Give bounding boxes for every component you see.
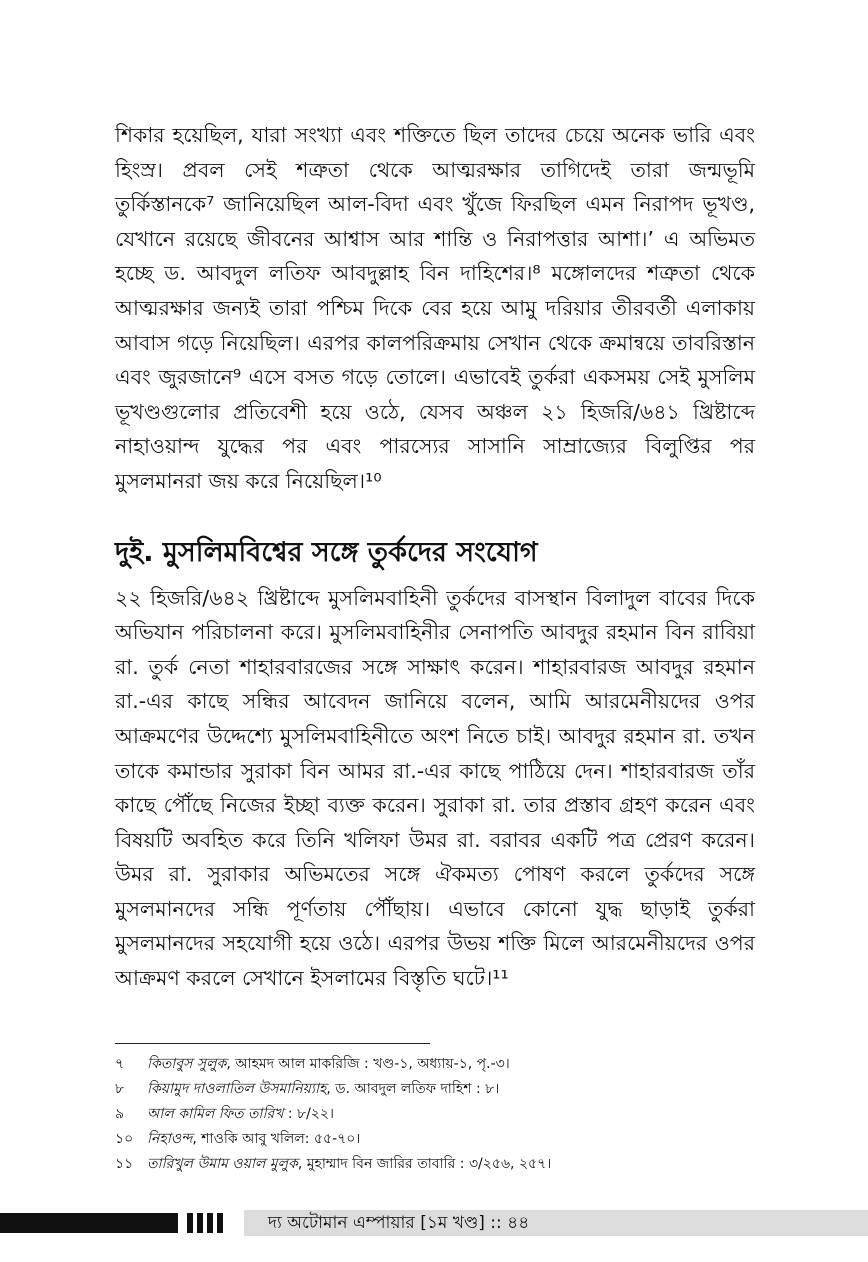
footnote-item bbox=[115, 1102, 755, 1127]
page-footer bbox=[0, 1210, 868, 1236]
footer-band bbox=[244, 1210, 868, 1236]
footnote-item bbox=[115, 1052, 755, 1077]
footnote-item bbox=[115, 1152, 755, 1177]
footnotes bbox=[115, 1052, 755, 1177]
footnote-source-title: কিতাবুস সুলুক bbox=[147, 1056, 227, 1072]
footnote-details: : ৮/২২। bbox=[283, 1106, 335, 1122]
footer-decorative-bar bbox=[0, 1213, 178, 1233]
footnote-number: ১০ bbox=[115, 1131, 134, 1147]
footnote-number: ১১ bbox=[115, 1156, 134, 1172]
footnote-text bbox=[147, 1102, 334, 1127]
footnote-number: ৯ bbox=[115, 1106, 125, 1122]
footnote-details: , আহমদ আল মাকরিজি : খণ্ড-১, অধ্যায়-১, পৃ.-৩। bbox=[226, 1056, 510, 1072]
body-paragraph: শিকার হয়েছিল, যারা সংখ্যা এবং শক্তিতে ছিল তাদের চেয়ে অনেক ভারি এবং হিংস্র। প্রবল সেই শত্রুতা থেকে আত্মরক্ষার তাগিদেই তারা জন্মভূমি তুর্কিস্তানকে⁷ জানিয়েছিল আল-বিদা এবং খুঁজে ফিরছিল এমন নিরাপদ ভূখণ্ড, যেখানে রয়েছে জীবনের আশ্বাস আর শান্তি ও নিরাপত্তার আশা।’ এ অভিমত হচ্ছে ড. আবদুল লতিফ আবদুল্লাহ বিন দাহিশের।⁸ মঙ্গোলদের শত্রুতা থেকে আত্মরক্ষার জন্যই তারা পশ্চিম দিকে বের হয়ে আমু দরিয়ার তীরবর্তী এলাকায় আবাস গড়ে নিয়েছিল। এরপর কালপরিক্রমায় সেখান থেকে ক্রমান্বয়ে তাবরিস্তান এবং জুরজানে⁹ এসে বসত গড়ে তোলে। এভাবেই তুর্করা একসময় সেই মুসলিম ভূখণ্ডগুলোর প্রতিবেশী হয়ে ওঠে, যেসব অঞ্চল ২১ হিজরি/৬৪১ খ্রিষ্টাব্দে নাহাওয়ান্দ যুদ্ধের পর এবং পারস্যের সাসানি সাম্রাজ্যের বিলুপ্তির পর মুসলমানরা জয় করে নিয়েছিল।¹⁰ bbox=[115, 123, 755, 493]
footnote-source-title: তারিখুল উমাম ওয়াল মুলুক bbox=[147, 1156, 298, 1172]
footer-tick bbox=[217, 1213, 223, 1233]
footnote-source-title: কিয়ামুদ দাওলাতিল উসমানিয়্যাহ bbox=[147, 1081, 327, 1097]
footnote-text bbox=[147, 1052, 510, 1077]
footnote-details: , মুহাম্মাদ বিন জারির তাবারি : ৩/২৫৬, ২৫৭। bbox=[297, 1156, 552, 1172]
footnote-divider bbox=[115, 1043, 430, 1044]
footnote-text bbox=[147, 1077, 499, 1102]
footer-tick bbox=[197, 1213, 203, 1233]
body-paragraph: ২২ হিজরি/৬৪২ খ্রিষ্টাব্দে মুসলিমবাহিনী তুর্কদের বাসস্থান বিলাদুল বাবের দিকে অভিযান পরিচালনা করে। মুসলিমবাহিনীর সেনাপতি আবদুর রহমান বিন রাবিয়া রা. তুর্ক নেতা শাহারবারজের সঙ্গে সাক্ষাৎ করেন। শাহারবারজ আবদুর রহমান রা.-এর কাছে সন্ধির আবেদন জানিয়ে বলেন, আমি আরমেনীয়দের ওপর আক্রমণের উদ্দেশ্যে মুসলিমবাহিনীতে অংশ নিতে চাই। আবদুর রহমান রা. তখন তাকে কমান্ডার সুরাকা বিন আমর রা.-এর কাছে পাঠিয়ে দেন। শাহারবারজ তাঁর কাছে পৌঁছে নিজের ইচ্ছা ব্যক্ত করেন। সুরাকা রা. তার প্রস্তাব গ্রহণ করেন এবং বিষয়টি অবহিত করে তিনি খলিফা উমর রা. বরাবর একটি পত্র প্রেরণ করেন। উমর রা. সুরাকার অভিমতের সঙ্গে ঐকমত্য পোষণ করলে তুর্কদের সঙ্গে মুসলমানদের সন্ধি পূর্ণতায় পৌঁছায়। এভাবে কোনো যুদ্ধ ছাড়াই তুর্করা মুসলমানদের সহযোগী হয়ে ওঠে। এরপর উভয় শক্তি মিলে আরমেনীয়দের ওপর আক্রমণ করলে সেখানে ইসলামের বিস্তৃতি ঘটে।¹¹ bbox=[115, 585, 755, 991]
footnote-details: , শাওকি আবু খলিল: ৫৫-৭০। bbox=[192, 1131, 361, 1147]
footer-tick bbox=[187, 1213, 193, 1233]
footer-book-title-page-number: দ্য অটোমান এম্পায়ার [১ম খণ্ড] :: ৪৪ bbox=[268, 1213, 530, 1233]
footnote-source-title: আল কামিল ফিত তারিখ bbox=[147, 1106, 284, 1122]
footnote-number: ৭ bbox=[115, 1056, 125, 1072]
footnote-item bbox=[115, 1127, 755, 1152]
footer-tick bbox=[207, 1213, 213, 1233]
page-body bbox=[115, 118, 755, 996]
footnote-text bbox=[147, 1127, 360, 1152]
footnote-item bbox=[115, 1077, 755, 1102]
footnote-details: , ড. আবদুল লতিফ দাহিশ : ৮। bbox=[326, 1081, 500, 1097]
footnote-number: ৮ bbox=[115, 1081, 125, 1097]
section-heading: দুই. মুসলিমবিশ্বের সঙ্গে তুর্কদের সংযোগ bbox=[115, 536, 538, 568]
footnote-text bbox=[147, 1152, 551, 1177]
footnote-source-title: নিহাওন্দ bbox=[147, 1131, 193, 1147]
